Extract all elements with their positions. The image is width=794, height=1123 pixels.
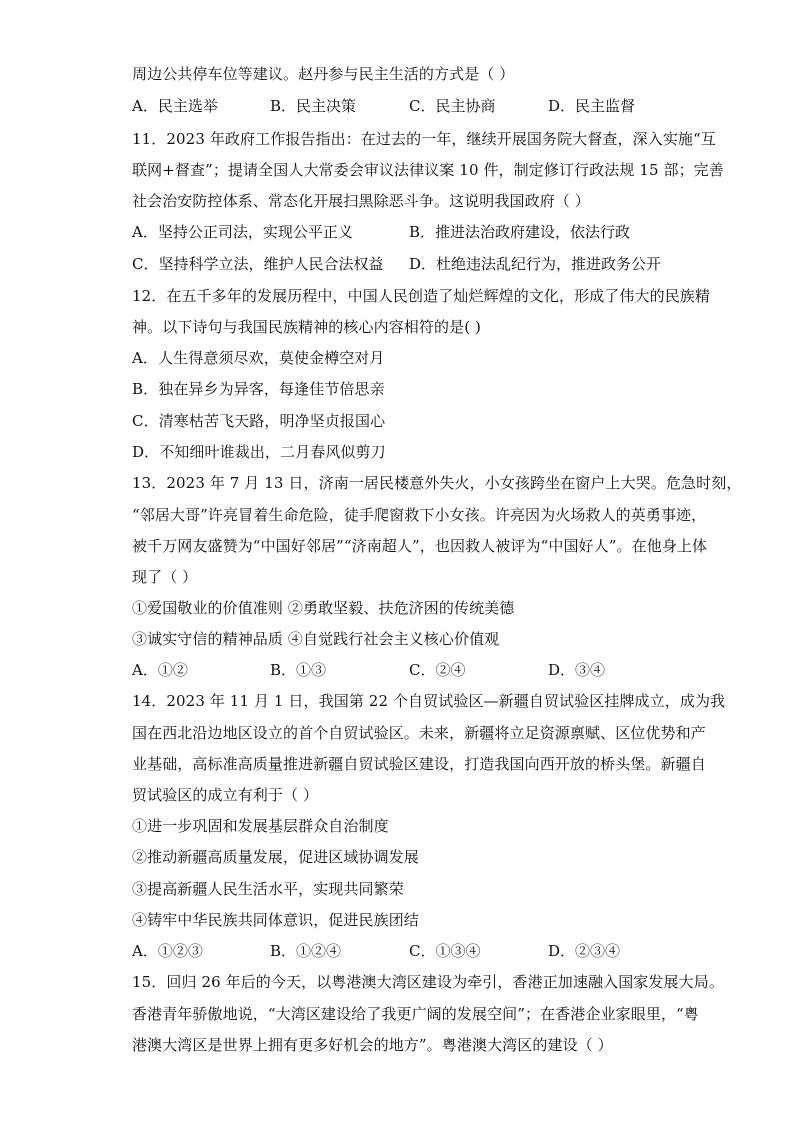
q13-option-a: A．①② <box>132 661 188 679</box>
q14-option-b: B．①②④ <box>270 942 342 960</box>
q12-stem-line: 神。以下诗句与我国民族精神的核心内容相符的是( ) <box>132 318 481 336</box>
q11-option-c: C．坚持科学立法，维护人民合法权益 <box>132 255 384 273</box>
q13-stem-line: 被千万网友盛赞为“中国好邻居”“济南超人”，也因救人被评为“中国好人”。在他身上体 <box>132 537 708 555</box>
q13-statement-line: ③诚实守信的精神品质 ④自觉践行社会主义核心价值观 <box>132 630 500 648</box>
q10-stem-line: 周边公共停车位等建议。赵丹参与民主生活的方式是（ ） <box>132 65 515 83</box>
q14-statement-line: ①进一步巩固和发展基层群众自治制度 <box>132 817 389 835</box>
q14-statement-line: ②推动新疆高质量发展，促进区域协调发展 <box>132 848 419 866</box>
q14-stem-line: 14．2023 年 11 月 1 日，我国第 22 个自贸试验区—新疆自贸试验区挂牌成立，成为我 <box>132 692 726 710</box>
q10-option-d: D．民主监督 <box>548 97 636 115</box>
q12-option-d: D．不知细叶谁裁出，二月春风似剪刀 <box>132 443 386 461</box>
q12-option-c: C．清寒枯苦飞天路，明净坚贞报国心 <box>132 412 386 430</box>
q13-stem-line: “邻居大哥”许亮冒着生命危险，徒手爬窗救下小女孩。许亮因为火场救人的英勇事迹， <box>132 506 707 524</box>
q11-option-b: B．推进法治政府建设，依法行政 <box>409 223 631 241</box>
q11-option-d: D．杜绝违法乱纪行为，推进政务公开 <box>409 255 662 273</box>
q14-option-c: C．①③④ <box>409 942 481 960</box>
q11-stem-line: 社会治安防控体系、常态化开展扫黑除恶斗争。这说明我国政府（ ） <box>132 192 590 210</box>
q12-stem-line: 12．在五千多年的发展历程中，中国人民创造了灿烂辉煌的文化，形成了伟大的民族精 <box>132 287 710 305</box>
q14-stem-line: 国在西北沿边地区设立的首个自贸试验区。未来，新疆将立足资源禀赋、区位优势和产 <box>132 724 706 742</box>
q12-option-b: B．独在异乡为异客，每逢佳节倍思亲 <box>132 380 385 398</box>
q13-option-c: C．②④ <box>409 661 466 679</box>
q11-stem-line: 11．2023 年政府工作报告指出：在过去的一年，继续开展国务院大督查，深入实施“互 <box>132 130 716 148</box>
q15-stem-line: 港澳大湾区是世界上拥有更多好机会的地方”。粤港澳大湾区的建设（ ） <box>132 1036 613 1054</box>
q14-option-a: A．①②③ <box>132 942 203 960</box>
q13-option-b: B．①③ <box>270 661 327 679</box>
q13-option-d: D．③④ <box>548 661 606 679</box>
q14-statement-line: ④铸牢中华民族共同体意识，促进民族团结 <box>132 911 419 929</box>
q13-statement-line: ①爱国敬业的价值准则 ②勇敢坚毅、扶危济困的传统美德 <box>132 599 515 617</box>
q10-option-b: B．民主决策 <box>270 97 357 115</box>
q11-stem-line: 联网+督查”；提请全国人大常委会审议法律议案 10 件，制定修订行政法规 15 部；完善 <box>132 161 724 179</box>
q13-stem-line: 现了（ ） <box>132 568 198 586</box>
q14-option-d: D．②③④ <box>548 942 621 960</box>
q10-option-c: C．民主协商 <box>409 97 496 115</box>
q15-stem-line: 香港青年骄傲地说，“大湾区建设给了我更广阔的发展空间”；在香港企业家眼里，“粤 <box>132 1005 699 1023</box>
q14-stem-line: 贸试验区的成立有利于（ ） <box>132 786 319 804</box>
q14-stem-line: 业基础，高标准高质量推进新疆自贸试验区建设，打造我国向西开放的桥头堡。新疆自 <box>132 755 706 773</box>
q14-statement-line: ③提高新疆人民生活水平，实现共同繁荣 <box>132 880 404 898</box>
q11-option-a: A．坚持公正司法，实现公平正义 <box>132 223 353 241</box>
q12-option-a: A．人生得意须尽欢，莫使金樽空对月 <box>132 349 385 367</box>
q13-stem-line: 13．2023 年 7 月 13 日，济南一居民楼意外失火，小女孩跨坐在窗户上大哭。危急时刻， <box>132 474 742 492</box>
q10-option-a: A．民主选举 <box>132 97 218 115</box>
q15-stem-line: 15．回归 26 年后的今天，以粤港澳大湾区建设为牵引，香港正加速融入国家发展大局。 <box>132 973 724 991</box>
